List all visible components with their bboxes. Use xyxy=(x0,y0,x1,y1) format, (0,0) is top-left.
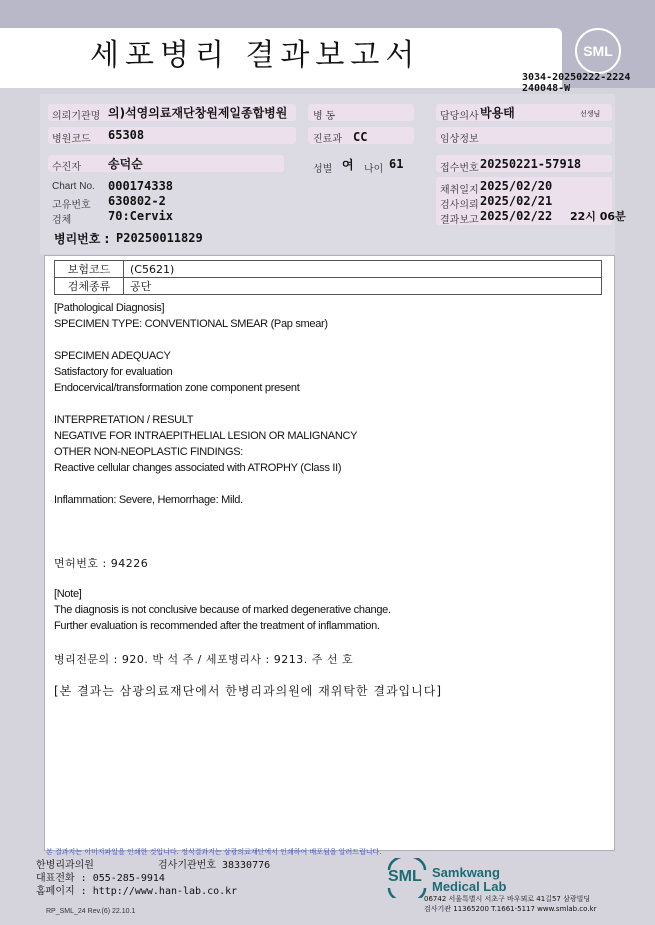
form-code: RP_SML_24 Rev.(6) 22.10.1 xyxy=(46,908,136,915)
diagnosis-line: OTHER NON-NEOPLASTIC FINDINGS: xyxy=(54,446,244,458)
diagnosis-line xyxy=(54,332,602,348)
dept-label: 진료과 xyxy=(313,134,342,145)
age-value: 61 xyxy=(389,157,404,171)
specimen-value: 70:Cervix xyxy=(108,209,174,223)
sml-logo-text: SML xyxy=(388,868,422,885)
doctor-value: 박용태 xyxy=(480,106,515,120)
diagnosis-line xyxy=(54,476,602,492)
doctor-suffix: 선생님 xyxy=(580,110,601,118)
specimen-label: 검체 xyxy=(52,215,72,226)
collect-label: 채취일지 xyxy=(440,185,479,196)
report-date: 2025/02/22 xyxy=(480,209,553,223)
exam-label: 검사의뢰 xyxy=(440,200,479,211)
lab-name-line2: Medical Lab xyxy=(432,879,507,894)
insurance-table xyxy=(54,260,602,295)
receipt-label: 접수번호 xyxy=(440,163,479,174)
insurance-label: 보험코드 xyxy=(55,261,124,278)
lab-address xyxy=(424,894,596,914)
diagnosis-line: [Pathological Diagnosis] xyxy=(54,302,165,314)
exam-value: 2025/02/21 xyxy=(480,194,553,208)
pathology-label: 병리번호 : xyxy=(54,232,110,246)
pathology-value: P20250011829 xyxy=(116,231,203,245)
kind-label: 검체종류 xyxy=(55,278,124,295)
dept-value: CC xyxy=(353,130,368,144)
document-id-line1: 3034-20250222-2224 xyxy=(522,72,631,83)
diagnosis-line: NEGATIVE FOR INTRAEPITHELIAL LESION OR MALIGNANCY xyxy=(54,430,358,442)
diagnosis-line xyxy=(54,396,602,412)
diagnosis-line: SPECIMEN ADEQUACY xyxy=(54,350,171,362)
page-title: 세포병리 결과보고서 xyxy=(90,38,421,73)
diagnosis-line: INTERPRETATION / RESULT xyxy=(54,414,194,426)
note-text xyxy=(54,586,602,634)
clinical-label: 임상정보 xyxy=(440,134,479,145)
diagnosis-line: SPECIMEN TYPE: CONVENTIONAL SMEAR (Pap smear) xyxy=(54,318,328,330)
ward-label: 병 동 xyxy=(313,111,336,122)
institution-value: 의)석영의료재단창원제일종합병원 xyxy=(108,106,288,120)
sex-label: 성별 xyxy=(313,164,333,175)
institution-label: 의뢰기관명 xyxy=(52,111,101,122)
insurance-value: (C5621) xyxy=(124,261,602,278)
sex-value: 여 xyxy=(342,158,354,172)
document-id xyxy=(522,72,630,94)
specialist-line: 병리전문의 : 920. 박 석 주 / 세포병리사 : 9213. 주 선 호 xyxy=(54,653,354,666)
sml-logo-icon: SML xyxy=(575,28,621,74)
hospital-code-label: 병원코드 xyxy=(52,134,91,145)
document-id-line2: 240048-W xyxy=(522,83,571,94)
patient-label: 수진자 xyxy=(52,162,81,173)
footer-notice: 본 결과지는 이미지파일을 인쇄한 것입니다. 정식결과지는 삼광의료재단에서 인쇄하여 배포됨을 알려드립니다. xyxy=(46,848,382,856)
license-number: 면허번호 : 94226 xyxy=(54,557,149,570)
note-line: The diagnosis is not conclusive because of marked degenerative change. xyxy=(54,604,391,616)
diagnosis-line: Satisfactory for evaluation xyxy=(54,366,173,378)
lab-address-line1: 06742 서울특별시 서초구 바우뫼로 41길57 삼광빌딩 xyxy=(424,895,591,903)
receipt-value: 20250221-57918 xyxy=(480,157,582,171)
note-line: [Note] xyxy=(54,588,82,600)
report-time: 22시 06분 xyxy=(570,210,626,223)
age-label: 나이 xyxy=(364,164,384,175)
report-label: 결과보고 xyxy=(440,215,479,226)
patient-field xyxy=(48,155,284,172)
doctor-label: 담당의사 xyxy=(440,111,479,122)
note-line: Further evaluation is recommended after the treatment of inflammation. xyxy=(54,620,380,632)
chart-label: Chart No. xyxy=(52,181,95,192)
reconsign-line: [본 결과는 삼광의료재단에서 한병리과의원에 재위탁한 결과입니다] xyxy=(54,684,443,698)
kind-row xyxy=(55,278,602,295)
diagnosis-text xyxy=(54,300,602,508)
lab-name-line1: Samkwang xyxy=(432,865,500,880)
unique-label: 고유번호 xyxy=(52,200,91,211)
diagnosis-line: Inflammation: Severe, Hemorrhage: Mild. xyxy=(54,494,243,506)
chart-value: 000174338 xyxy=(108,179,174,193)
unique-value: 630802-2 xyxy=(108,194,166,208)
lab-name xyxy=(432,866,506,894)
lab-address-line2: 검사기관 11365200 T.1661-5117 www.smlab.co.kr xyxy=(424,905,597,913)
diagnosis-line: Reactive cellular changes associated with ATROPHY (Class II) xyxy=(54,462,342,474)
patient-value: 송덕순 xyxy=(108,157,143,171)
kind-value: 공단 xyxy=(124,278,602,295)
insurance-row xyxy=(55,261,602,278)
phone-line: 대표전화 : 055-285-9914 xyxy=(36,873,165,884)
collect-value: 2025/02/20 xyxy=(480,179,553,193)
hospital-code-value: 65308 xyxy=(108,128,145,142)
homepage-line: 홈페이지 : http://www.han-lab.co.kr xyxy=(36,886,238,897)
institution-number: 검사기관번호 38330776 xyxy=(158,860,271,871)
diagnosis-line: Endocervical/transformation zone component present xyxy=(54,382,300,394)
clinic-name: 한병리과의원 xyxy=(36,860,94,871)
